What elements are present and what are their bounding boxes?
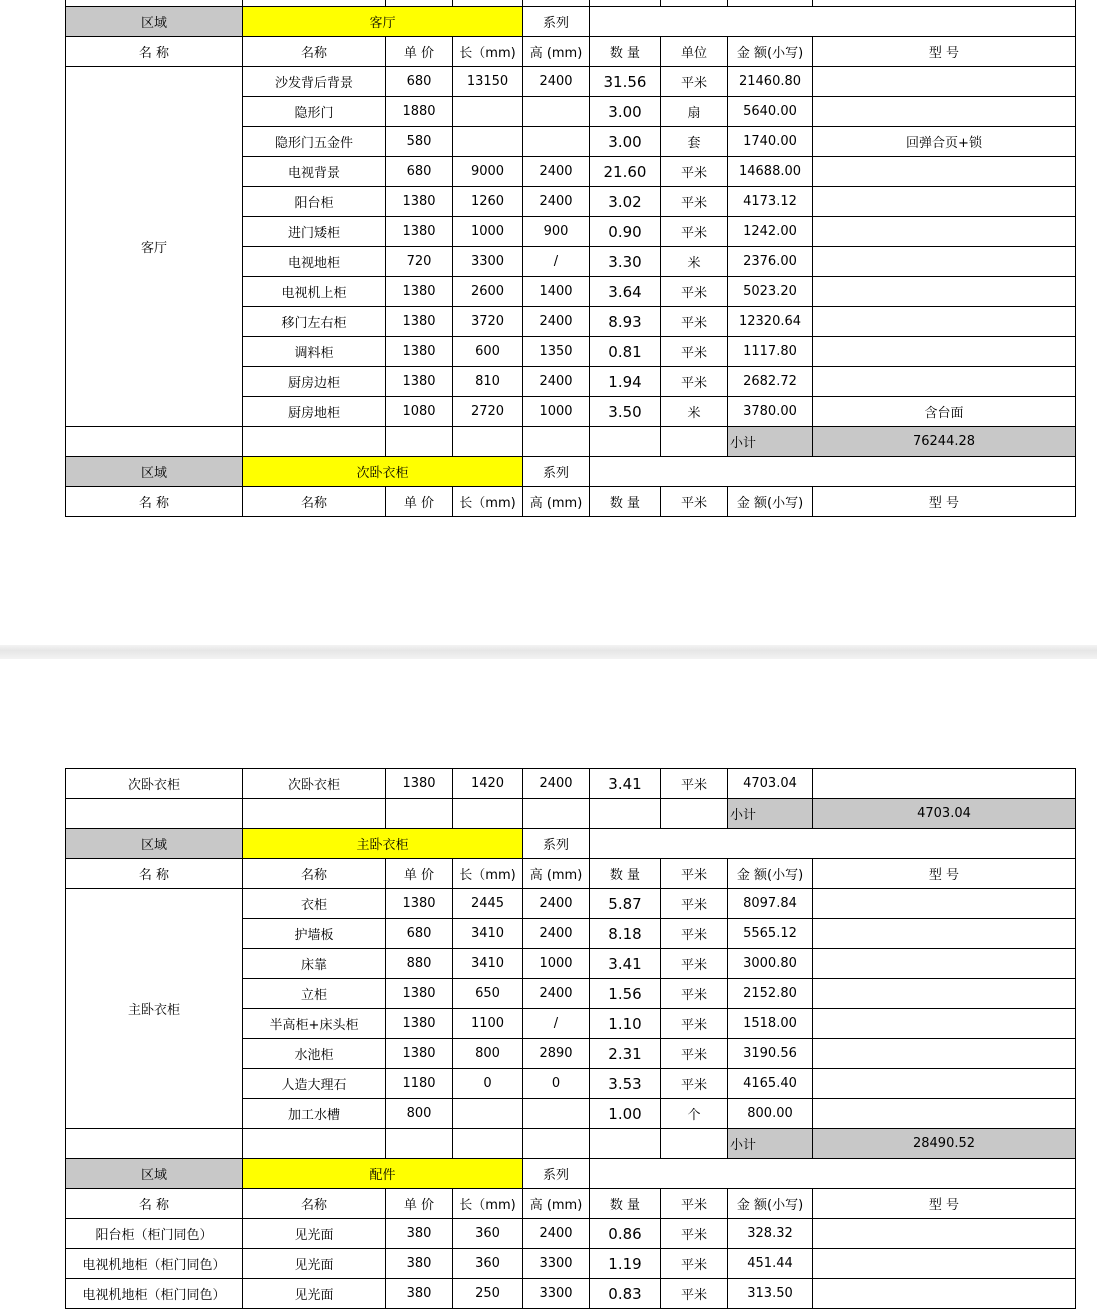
unit-cell[interactable]: 平米 xyxy=(661,277,728,307)
amount-cell[interactable]: 1740.00 xyxy=(728,127,813,157)
item-name-cell[interactable]: 水池柜 xyxy=(243,1039,386,1069)
length-cell[interactable]: 3720 xyxy=(453,307,523,337)
unit-price-cell[interactable]: 680 xyxy=(386,67,453,97)
amount-cell[interactable]: 3780.00 xyxy=(728,397,813,427)
item-name-cell[interactable]: 见光面 xyxy=(243,1219,386,1249)
living-rows xyxy=(66,67,1076,427)
table-row xyxy=(66,1249,1076,1279)
unit-price-cell[interactable]: 1380 xyxy=(386,307,453,337)
item-name-cell[interactable]: 厨房边柜 xyxy=(243,367,386,397)
col-header-length[interactable]: 长（mm) xyxy=(453,859,523,889)
unit-price-cell[interactable]: 1380 xyxy=(386,337,453,367)
region-title[interactable]: 配件 xyxy=(243,1159,523,1189)
height-cell[interactable]: 2890 xyxy=(523,1039,590,1069)
height-cell[interactable]: 2400 xyxy=(523,919,590,949)
item-name-cell[interactable]: 电视机上柜 xyxy=(243,277,386,307)
length-cell[interactable]: 1260 xyxy=(453,187,523,217)
col-header-group[interactable]: 名 称 xyxy=(66,1189,243,1219)
series-value[interactable] xyxy=(590,829,1076,859)
height-cell[interactable]: 2400 xyxy=(523,367,590,397)
master-wardrobe-rows xyxy=(66,889,1076,1129)
height-cell[interactable]: 2400 xyxy=(523,187,590,217)
amount-cell[interactable]: 1117.80 xyxy=(728,337,813,367)
length-cell[interactable] xyxy=(453,97,523,127)
column-header-row xyxy=(66,37,1076,67)
series-value[interactable] xyxy=(590,7,1076,37)
model-cell[interactable] xyxy=(813,769,1076,799)
length-cell[interactable]: 1000 xyxy=(453,217,523,247)
col-header-model[interactable]: 型 号 xyxy=(813,1189,1076,1219)
height-cell[interactable]: 3300 xyxy=(523,1279,590,1309)
quantity-cell[interactable]: 1.94 xyxy=(590,367,661,397)
unit-price-cell[interactable]: 680 xyxy=(386,919,453,949)
item-name-cell[interactable]: 次卧衣柜 xyxy=(243,769,386,799)
series-label[interactable]: 系列 xyxy=(523,829,590,859)
unit-price-cell[interactable]: 1380 xyxy=(386,979,453,1009)
model-cell[interactable] xyxy=(813,1099,1076,1129)
amount-cell[interactable]: 1242.00 xyxy=(728,217,813,247)
height-cell[interactable]: 3300 xyxy=(523,1249,590,1279)
amount-cell[interactable]: 313.50 xyxy=(728,1279,813,1309)
height-cell[interactable]: 2400 xyxy=(523,307,590,337)
table-row xyxy=(66,67,1076,97)
subtotal-row xyxy=(66,427,1076,457)
col-header-model[interactable]: 型 号 xyxy=(813,37,1076,67)
item-name-cell[interactable]: 见光面 xyxy=(243,1249,386,1279)
col-header-height[interactable]: 高 (mm) xyxy=(523,37,590,67)
length-cell[interactable]: 1420 xyxy=(453,769,523,799)
second-wardrobe-rows xyxy=(66,769,1076,799)
length-cell[interactable]: 13150 xyxy=(453,67,523,97)
item-name-cell[interactable]: 隐形门五金件 xyxy=(243,127,386,157)
length-cell[interactable]: 250 xyxy=(453,1279,523,1309)
item-name-cell[interactable]: 隐形门 xyxy=(243,97,386,127)
unit-cell[interactable]: 平米 xyxy=(661,949,728,979)
col-header-price[interactable]: 单 价 xyxy=(386,859,453,889)
unit-price-cell[interactable]: 1380 xyxy=(386,217,453,247)
model-cell[interactable] xyxy=(813,889,1076,919)
length-cell[interactable]: 2720 xyxy=(453,397,523,427)
unit-price-cell[interactable]: 1180 xyxy=(386,1069,453,1099)
quantity-cell[interactable]: 1.56 xyxy=(590,979,661,1009)
unit-price-cell[interactable]: 380 xyxy=(386,1219,453,1249)
item-name-cell[interactable]: 见光面 xyxy=(243,1279,386,1309)
quantity-cell[interactable]: 3.50 xyxy=(590,397,661,427)
model-cell[interactable]: 含台面 xyxy=(813,397,1076,427)
col-header-price[interactable]: 单 价 xyxy=(386,487,453,517)
item-name-cell[interactable]: 护墙板 xyxy=(243,919,386,949)
table-row xyxy=(66,889,1076,919)
series-value[interactable] xyxy=(590,1159,1076,1189)
quantity-cell[interactable]: 0.83 xyxy=(590,1279,661,1309)
unit-cell[interactable]: 平米 xyxy=(661,979,728,1009)
height-cell[interactable]: 0 xyxy=(523,1069,590,1099)
col-header-amount[interactable]: 金 额(小写) xyxy=(728,37,813,67)
amount-cell[interactable]: 1518.00 xyxy=(728,1009,813,1039)
region-label[interactable]: 区域 xyxy=(66,1159,243,1189)
length-cell[interactable]: 2600 xyxy=(453,277,523,307)
model-cell[interactable] xyxy=(813,277,1076,307)
col-header-group[interactable]: 名 称 xyxy=(66,859,243,889)
quantity-cell[interactable]: 3.00 xyxy=(590,127,661,157)
unit-price-cell[interactable]: 1380 xyxy=(386,367,453,397)
subtotal-label[interactable]: 小计 xyxy=(728,427,813,457)
group-name-cell[interactable]: 次卧衣柜 xyxy=(66,769,243,799)
table-row xyxy=(66,769,1076,799)
col-header-price[interactable]: 单 价 xyxy=(386,37,453,67)
col-header-name[interactable]: 名称 xyxy=(243,37,386,67)
height-cell[interactable]: 1000 xyxy=(523,949,590,979)
page-break-divider xyxy=(0,645,1097,659)
amount-cell[interactable]: 12320.64 xyxy=(728,307,813,337)
amount-cell[interactable]: 4165.40 xyxy=(728,1069,813,1099)
height-cell[interactable] xyxy=(523,1099,590,1129)
item-name-cell[interactable]: 衣柜 xyxy=(243,889,386,919)
unit-price-cell[interactable]: 720 xyxy=(386,247,453,277)
model-cell[interactable] xyxy=(813,247,1076,277)
col-header-unit[interactable]: 平米 xyxy=(661,487,728,517)
unit-cell[interactable]: 平米 xyxy=(661,1279,728,1309)
height-cell[interactable]: 1000 xyxy=(523,397,590,427)
quantity-cell[interactable]: 0.86 xyxy=(590,1219,661,1249)
amount-cell[interactable]: 5023.20 xyxy=(728,277,813,307)
length-cell[interactable]: 360 xyxy=(453,1249,523,1279)
col-header-unit[interactable]: 平米 xyxy=(661,859,728,889)
region-header-row xyxy=(66,829,1076,859)
item-name-cell[interactable]: 调料柜 xyxy=(243,337,386,367)
unit-price-cell[interactable]: 1380 xyxy=(386,277,453,307)
length-cell[interactable]: 0 xyxy=(453,1069,523,1099)
subtotal-label[interactable]: 小计 xyxy=(728,799,813,829)
unit-price-cell[interactable]: 1380 xyxy=(386,769,453,799)
height-cell[interactable]: 1350 xyxy=(523,337,590,367)
model-cell[interactable] xyxy=(813,97,1076,127)
col-header-qty[interactable]: 数 量 xyxy=(590,37,661,67)
length-cell[interactable] xyxy=(453,1099,523,1129)
region-label[interactable]: 区域 xyxy=(66,829,243,859)
column-header-row xyxy=(66,859,1076,889)
col-header-name[interactable]: 名称 xyxy=(243,487,386,517)
height-cell[interactable]: 2400 xyxy=(523,769,590,799)
quantity-cell[interactable]: 3.64 xyxy=(590,277,661,307)
model-cell[interactable] xyxy=(813,1249,1076,1279)
col-header-height[interactable]: 高 (mm) xyxy=(523,1189,590,1219)
amount-cell[interactable]: 21460.80 xyxy=(728,67,813,97)
col-header-group[interactable]: 名 称 xyxy=(66,487,243,517)
unit-cell[interactable]: 平米 xyxy=(661,1219,728,1249)
amount-cell[interactable]: 4173.12 xyxy=(728,187,813,217)
unit-cell[interactable]: 平米 xyxy=(661,919,728,949)
accessory-rows xyxy=(66,1219,1076,1309)
sheet-page-2 xyxy=(0,768,1097,1313)
unit-cell[interactable]: 平米 xyxy=(661,1009,728,1039)
height-cell[interactable]: 2400 xyxy=(523,157,590,187)
length-cell[interactable]: 800 xyxy=(453,1039,523,1069)
group-name-cell[interactable]: 主卧衣柜 xyxy=(66,889,243,1129)
group-name-cell[interactable]: 电视机地柜（柜门同色） xyxy=(66,1249,243,1279)
col-header-model[interactable]: 型 号 xyxy=(813,487,1076,517)
region-header-row xyxy=(66,1159,1076,1189)
item-name-cell[interactable]: 阳台柜 xyxy=(243,187,386,217)
amount-cell[interactable]: 2152.80 xyxy=(728,979,813,1009)
sheet-page-1 xyxy=(0,0,1097,520)
unit-price-cell[interactable]: 380 xyxy=(386,1249,453,1279)
subtotal-label[interactable]: 小计 xyxy=(728,1129,813,1159)
item-name-cell[interactable]: 半高柜+床头柜 xyxy=(243,1009,386,1039)
item-name-cell[interactable]: 电视背景 xyxy=(243,157,386,187)
amount-cell[interactable]: 451.44 xyxy=(728,1249,813,1279)
model-cell[interactable]: 回弹合页+锁 xyxy=(813,127,1076,157)
unit-price-cell[interactable]: 680 xyxy=(386,157,453,187)
height-cell[interactable]: 2400 xyxy=(523,1219,590,1249)
quantity-cell[interactable]: 1.00 xyxy=(590,1099,661,1129)
unit-price-cell[interactable]: 1380 xyxy=(386,1009,453,1039)
unit-price-cell[interactable]: 1880 xyxy=(386,97,453,127)
col-header-group[interactable]: 名 称 xyxy=(66,37,243,67)
unit-price-cell[interactable]: 800 xyxy=(386,1099,453,1129)
unit-price-cell[interactable]: 1380 xyxy=(386,187,453,217)
height-cell[interactable] xyxy=(523,97,590,127)
col-header-qty[interactable]: 数 量 xyxy=(590,487,661,517)
unit-cell[interactable]: 平米 xyxy=(661,337,728,367)
col-header-qty[interactable]: 数 量 xyxy=(590,1189,661,1219)
col-header-model[interactable]: 型 号 xyxy=(813,859,1076,889)
quantity-cell[interactable]: 8.93 xyxy=(590,307,661,337)
unit-price-cell[interactable]: 1080 xyxy=(386,397,453,427)
amount-cell[interactable]: 8097.84 xyxy=(728,889,813,919)
unit-cell[interactable]: 米 xyxy=(661,247,728,277)
quantity-cell[interactable]: 8.18 xyxy=(590,919,661,949)
column-header-row xyxy=(66,1189,1076,1219)
model-cell[interactable] xyxy=(813,1279,1076,1309)
table-row xyxy=(66,1279,1076,1309)
region-header-row xyxy=(66,457,1076,487)
quantity-cell[interactable]: 1.19 xyxy=(590,1249,661,1279)
col-header-name[interactable]: 名称 xyxy=(243,859,386,889)
length-cell[interactable]: 9000 xyxy=(453,157,523,187)
series-label[interactable]: 系列 xyxy=(523,1159,590,1189)
unit-price-cell[interactable]: 380 xyxy=(386,1279,453,1309)
amount-cell[interactable]: 328.32 xyxy=(728,1219,813,1249)
col-header-amount[interactable]: 金 额(小写) xyxy=(728,1189,813,1219)
quantity-cell[interactable]: 31.56 xyxy=(590,67,661,97)
series-label[interactable]: 系列 xyxy=(523,457,590,487)
unit-cell[interactable]: 平米 xyxy=(661,889,728,919)
model-cell[interactable] xyxy=(813,187,1076,217)
region-header-row xyxy=(66,7,1076,37)
region-title[interactable]: 次卧衣柜 xyxy=(243,457,523,487)
quantity-cell[interactable]: 2.31 xyxy=(590,1039,661,1069)
col-header-unit[interactable]: 平米 xyxy=(661,1189,728,1219)
region-title[interactable]: 主卧衣柜 xyxy=(243,829,523,859)
subtotal-value[interactable]: 4703.04 xyxy=(813,799,1076,829)
group-name-cell[interactable]: 客厅 xyxy=(66,67,243,427)
length-cell[interactable]: 810 xyxy=(453,367,523,397)
height-cell[interactable]: 900 xyxy=(523,217,590,247)
unit-cell[interactable]: 平米 xyxy=(661,187,728,217)
quantity-cell[interactable]: 0.81 xyxy=(590,337,661,367)
unit-cell[interactable]: 平米 xyxy=(661,1039,728,1069)
unit-price-cell[interactable]: 1380 xyxy=(386,889,453,919)
amount-cell[interactable]: 14688.00 xyxy=(728,157,813,187)
table-row xyxy=(66,1219,1076,1249)
quantity-cell[interactable]: 3.30 xyxy=(590,247,661,277)
column-header-row xyxy=(66,487,1076,517)
height-cell[interactable]: / xyxy=(523,1009,590,1039)
model-cell[interactable] xyxy=(813,979,1076,1009)
unit-cell[interactable]: 平米 xyxy=(661,1069,728,1099)
series-label[interactable]: 系列 xyxy=(523,7,590,37)
col-header-amount[interactable]: 金 额(小写) xyxy=(728,859,813,889)
col-header-height[interactable]: 高 (mm) xyxy=(523,487,590,517)
model-cell[interactable] xyxy=(813,1069,1076,1099)
unit-price-cell[interactable]: 580 xyxy=(386,127,453,157)
model-cell[interactable] xyxy=(813,1219,1076,1249)
model-cell[interactable] xyxy=(813,337,1076,367)
col-header-amount[interactable]: 金 额(小写) xyxy=(728,487,813,517)
quantity-cell[interactable]: 21.60 xyxy=(590,157,661,187)
amount-cell[interactable]: 4703.04 xyxy=(728,769,813,799)
series-value[interactable] xyxy=(590,457,1076,487)
subtotal-value[interactable]: 28490.52 xyxy=(813,1129,1076,1159)
unit-cell[interactable]: 平米 xyxy=(661,1249,728,1279)
length-cell[interactable]: 2445 xyxy=(453,889,523,919)
amount-cell[interactable]: 5565.12 xyxy=(728,919,813,949)
unit-price-cell[interactable]: 880 xyxy=(386,949,453,979)
model-cell[interactable] xyxy=(813,919,1076,949)
col-header-length[interactable]: 长（mm) xyxy=(453,1189,523,1219)
subtotal-row xyxy=(66,799,1076,829)
height-cell[interactable] xyxy=(523,127,590,157)
col-header-length[interactable]: 长（mm) xyxy=(453,37,523,67)
height-cell[interactable]: 2400 xyxy=(523,889,590,919)
unit-cell[interactable]: 米 xyxy=(661,397,728,427)
model-cell[interactable] xyxy=(813,1039,1076,1069)
item-name-cell[interactable]: 沙发背后背景 xyxy=(243,67,386,97)
subtotal-value[interactable]: 76244.28 xyxy=(813,427,1076,457)
col-header-price[interactable]: 单 价 xyxy=(386,1189,453,1219)
quote-table-page-1 xyxy=(65,0,1076,517)
item-name-cell[interactable]: 加工水槽 xyxy=(243,1099,386,1129)
model-cell[interactable] xyxy=(813,367,1076,397)
length-cell[interactable]: 1100 xyxy=(453,1009,523,1039)
item-name-cell[interactable]: 床靠 xyxy=(243,949,386,979)
col-header-qty[interactable]: 数 量 xyxy=(590,859,661,889)
quote-table-page-2 xyxy=(65,768,1076,1309)
quantity-cell[interactable]: 0.90 xyxy=(590,217,661,247)
col-header-name[interactable]: 名称 xyxy=(243,1189,386,1219)
length-cell[interactable]: 600 xyxy=(453,337,523,367)
quantity-cell[interactable]: 1.10 xyxy=(590,1009,661,1039)
item-name-cell[interactable]: 电视地柜 xyxy=(243,247,386,277)
unit-cell[interactable]: 平米 xyxy=(661,367,728,397)
subtotal-row xyxy=(66,1129,1076,1159)
quantity-cell[interactable]: 3.41 xyxy=(590,769,661,799)
model-cell[interactable] xyxy=(813,1009,1076,1039)
unit-cell[interactable]: 平米 xyxy=(661,67,728,97)
col-header-length[interactable]: 长（mm) xyxy=(453,487,523,517)
item-name-cell[interactable]: 立柜 xyxy=(243,979,386,1009)
length-cell[interactable]: 360 xyxy=(453,1219,523,1249)
model-cell[interactable] xyxy=(813,949,1076,979)
model-cell[interactable] xyxy=(813,307,1076,337)
group-name-cell[interactable]: 电视机地柜（柜门同色） xyxy=(66,1279,243,1309)
quantity-cell[interactable]: 5.87 xyxy=(590,889,661,919)
col-header-height[interactable]: 高 (mm) xyxy=(523,859,590,889)
unit-cell[interactable]: 套 xyxy=(661,127,728,157)
item-name-cell[interactable]: 厨房地柜 xyxy=(243,397,386,427)
model-cell[interactable] xyxy=(813,67,1076,97)
unit-cell[interactable]: 平米 xyxy=(661,307,728,337)
amount-cell[interactable]: 2682.72 xyxy=(728,367,813,397)
quantity-cell[interactable]: 3.00 xyxy=(590,97,661,127)
unit-price-cell[interactable]: 1380 xyxy=(386,1039,453,1069)
unit-cell[interactable]: 平米 xyxy=(661,769,728,799)
height-cell[interactable]: 2400 xyxy=(523,67,590,97)
length-cell[interactable]: 650 xyxy=(453,979,523,1009)
amount-cell[interactable]: 5640.00 xyxy=(728,97,813,127)
col-header-unit[interactable]: 单位 xyxy=(661,37,728,67)
length-cell[interactable]: 3410 xyxy=(453,949,523,979)
item-name-cell[interactable]: 进门矮柜 xyxy=(243,217,386,247)
height-cell[interactable]: 2400 xyxy=(523,979,590,1009)
quantity-cell[interactable]: 3.41 xyxy=(590,949,661,979)
height-cell[interactable]: 1400 xyxy=(523,277,590,307)
length-cell[interactable]: 3300 xyxy=(453,247,523,277)
amount-cell[interactable]: 800.00 xyxy=(728,1099,813,1129)
length-cell[interactable] xyxy=(453,127,523,157)
amount-cell[interactable]: 2376.00 xyxy=(728,247,813,277)
unit-cell[interactable]: 扇 xyxy=(661,97,728,127)
unit-cell[interactable]: 平米 xyxy=(661,157,728,187)
length-cell[interactable]: 3410 xyxy=(453,919,523,949)
item-name-cell[interactable]: 人造大理石 xyxy=(243,1069,386,1099)
region-label[interactable]: 区域 xyxy=(66,457,243,487)
unit-cell[interactable]: 个 xyxy=(661,1099,728,1129)
unit-cell[interactable]: 平米 xyxy=(661,217,728,247)
item-name-cell[interactable]: 移门左右柜 xyxy=(243,307,386,337)
region-title[interactable]: 客厅 xyxy=(243,7,523,37)
region-label[interactable]: 区域 xyxy=(66,7,243,37)
model-cell[interactable] xyxy=(813,157,1076,187)
height-cell[interactable]: / xyxy=(523,247,590,277)
amount-cell[interactable]: 3190.56 xyxy=(728,1039,813,1069)
amount-cell[interactable]: 3000.80 xyxy=(728,949,813,979)
quantity-cell[interactable]: 3.02 xyxy=(590,187,661,217)
quantity-cell[interactable]: 3.53 xyxy=(590,1069,661,1099)
model-cell[interactable] xyxy=(813,217,1076,247)
group-name-cell[interactable]: 阳台柜（柜门同色） xyxy=(66,1219,243,1249)
